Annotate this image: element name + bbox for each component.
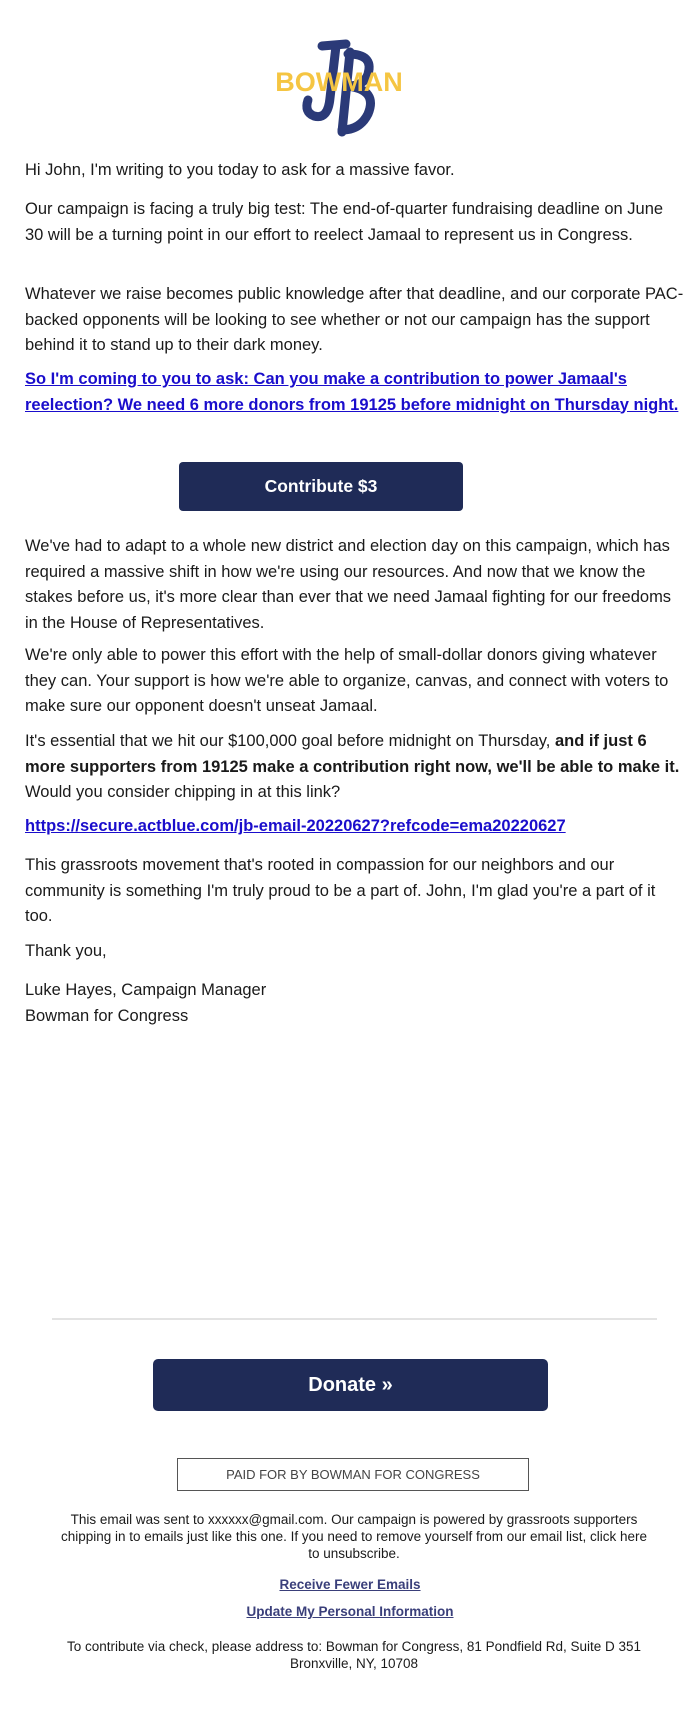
closing-text: Thank you, (25, 942, 107, 960)
closing-paragraph (25, 939, 685, 965)
contribution-ask-link[interactable]: So I'm coming to you to ask: Can you make a contribution to power Jamaal's reelection? We need 6 more donors from 19125 before midnight on Thursday night. (25, 370, 679, 414)
greeting-paragraph (25, 158, 685, 184)
paragraph-new-district: We've had to adapt to a whole new district and election day on this campaign, which has required a massive shift in how we're using our resources. And now that we know the stakes before us, it's more clear than ever that we need Jamaal fighting for our freedoms in the House of Representatives. (25, 537, 672, 632)
check-address-line1: To contribute via check, please address to: Bowman for Congress, 81 Pondfield Rd, Suite D 351 (66, 1639, 642, 1654)
contribute-button[interactable]: Contribute $3 (179, 462, 463, 511)
receive-fewer-emails-link[interactable]: Receive Fewer Emails (279, 1577, 421, 1592)
cta-paragraph (25, 367, 685, 418)
paragraph-grassroots: This grassroots movement that's rooted in compassion for our neighbors and our community is something I'm truly proud to be a part of. John, I'm glad you're a part of it too. (25, 856, 656, 925)
goal-bold-text: and if just 6 more supporters from 19125 make a contribution right now, we'll be able to make it. (25, 732, 680, 776)
logo-text: BOWMAN (275, 67, 403, 97)
update-personal-info-link[interactable]: Update My Personal Information (246, 1604, 454, 1619)
bowman-logo[interactable] (275, 40, 403, 140)
signer-name: Luke Hayes, Campaign Manager (25, 981, 267, 999)
signer-org: Bowman for Congress (25, 1006, 189, 1025)
paragraph-goal (25, 729, 685, 806)
donation-url-link[interactable]: https://secure.actblue.com/jb-email-20220627?refcode=ema20220627 (25, 817, 566, 835)
goal-text: It's essential that we hit our $100,000 goal before midnight on Thursday, (25, 732, 555, 750)
goal-question-text: Would you consider chipping in at this link? (25, 783, 341, 801)
footer-disclaimer: This email was sent to xxxxxx@gmail.com. Our campaign is powered by grassroots supporters chipping in to emails just like this one. If you need to remove yourself from our email list, click here to unsubscribe. (60, 1512, 647, 1561)
donate-button[interactable]: Donate » (153, 1359, 548, 1411)
check-address-line2: Bronxville, NY, 10708 (289, 1656, 419, 1671)
paragraph-public-knowledge: Whatever we raise becomes public knowledge after that deadline, and our corporate PAC-backed opponents will be looking to see whether or not our campaign has the support behind it to stand up to their dark money. (25, 285, 684, 354)
signature (25, 978, 685, 1029)
paragraph-small-dollar: We're only able to power this effort with the help of small-dollar donors giving whatever they can. Your support is how we're able to organize, canvas, and connect with voters to make sure our opponent doesn't unseat Jamaal. (25, 646, 669, 715)
check-address (20, 1638, 688, 1672)
footer-divider (52, 1318, 657, 1320)
greeting-text: Hi John, I'm writing to you today to ask for a massive favor. (25, 161, 455, 179)
paragraph-deadline: Our campaign is facing a truly big test: The end-of-quarter fundraising deadline on June 30 will be a turning point in our effort to reelect Jamaal to represent us in Congress. (25, 200, 664, 244)
jb-monogram-icon (275, 40, 403, 140)
paid-for-box: PAID FOR BY BOWMAN FOR CONGRESS (177, 1458, 529, 1491)
donation-url-paragraph (25, 814, 685, 840)
